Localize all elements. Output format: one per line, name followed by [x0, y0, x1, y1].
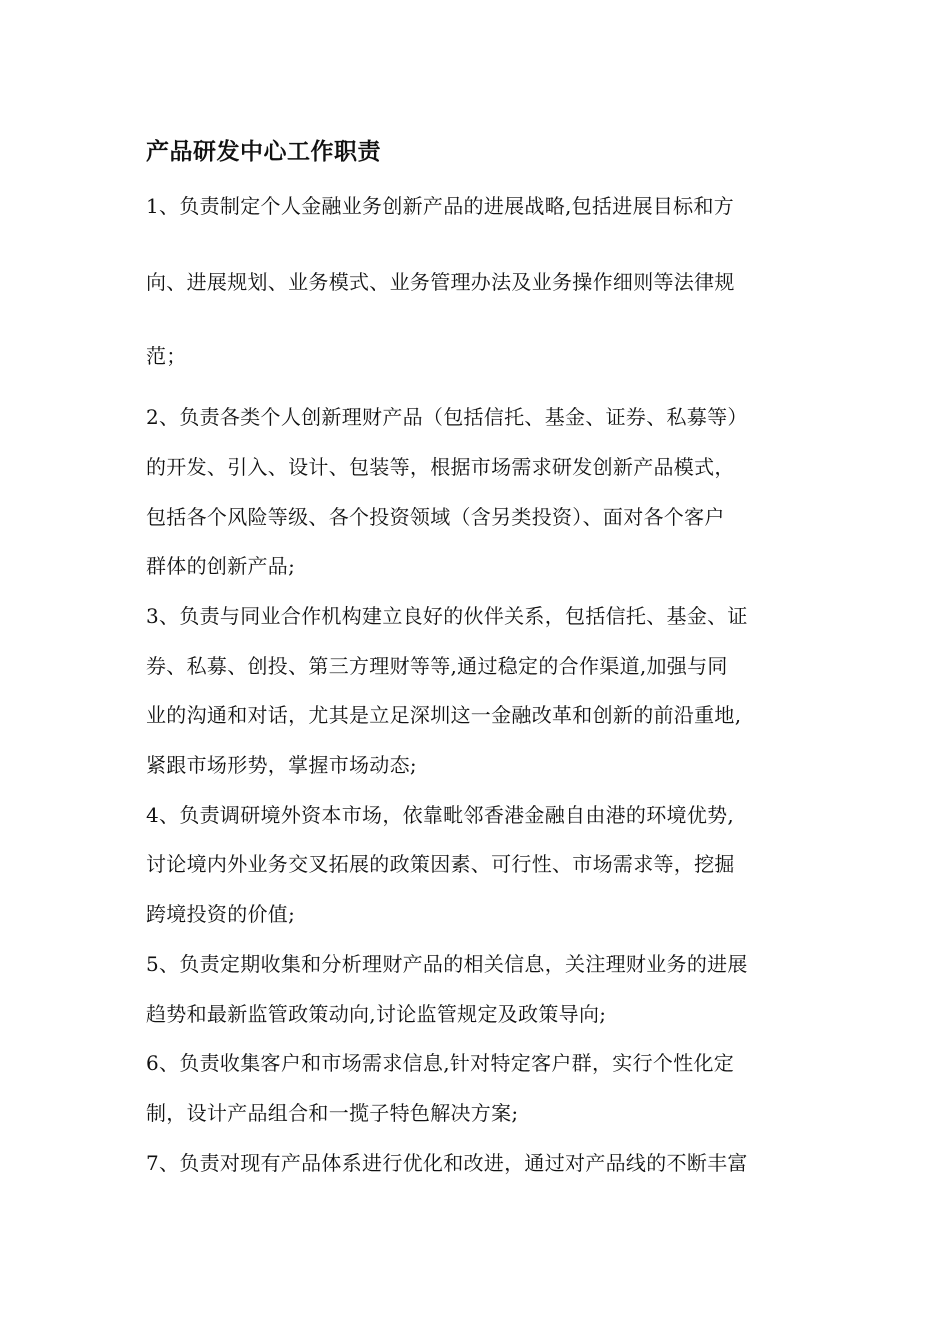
text-line: 3、负责与同业合作机构建立良好的伙伴关系，包括信托、基金、证 — [146, 604, 748, 628]
text-line: 1、负责制定个人金融业务创新产品的进展战略,包括进展目标和方 — [146, 194, 735, 218]
text-line: 紧跟市场形势，掌握市场动态; — [146, 753, 417, 777]
text-line: 2、负责各类个人创新理财产品（包括信托、基金、证券、私募等） — [146, 405, 748, 429]
document-title: 产品研发中心工作职责 — [146, 138, 381, 165]
text-line: 讨论境内外业务交叉拓展的政策因素、可行性、市场需求等，挖掘 — [146, 852, 735, 876]
text-line: 券、私募、创投、第三方理财等等,通过稳定的合作渠道,加强与同 — [146, 654, 728, 678]
text-line: 5、负责定期收集和分析理财产品的相关信息，关注理财业务的进展 — [146, 952, 748, 976]
text-line: 7、负责对现有产品体系进行优化和改进，通过对产品线的不断丰富 — [146, 1151, 748, 1175]
text-line: 业的沟通和对话，尤其是立足深圳这一金融改革和创新的前沿重地, — [146, 703, 742, 727]
text-line: 范； — [146, 344, 187, 368]
text-line: 的开发、引入、设计、包装等，根据市场需求研发创新产品模式， — [146, 455, 735, 479]
text-line: 群体的创新产品; — [146, 554, 296, 578]
text-line: 向、进展规划、业务模式、业务管理办法及业务操作细则等法律规 — [146, 270, 735, 294]
text-line: 制，设计产品组合和一揽子特色解决方案; — [146, 1101, 519, 1125]
text-line: 6、负责收集客户和市场需求信息,针对特定客户群，实行个性化定 — [146, 1051, 735, 1075]
text-line: 包括各个风险等级、各个投资领域（含另类投资）、面对各个客户 — [146, 505, 725, 529]
text-line: 4、负责调研境外资本市场，依靠毗邻香港金融自由港的环境优势, — [146, 803, 735, 827]
text-line: 跨境投资的价值; — [146, 902, 296, 926]
text-line: 趋势和最新监管政策动向,讨论监管规定及政策导向; — [146, 1002, 607, 1026]
